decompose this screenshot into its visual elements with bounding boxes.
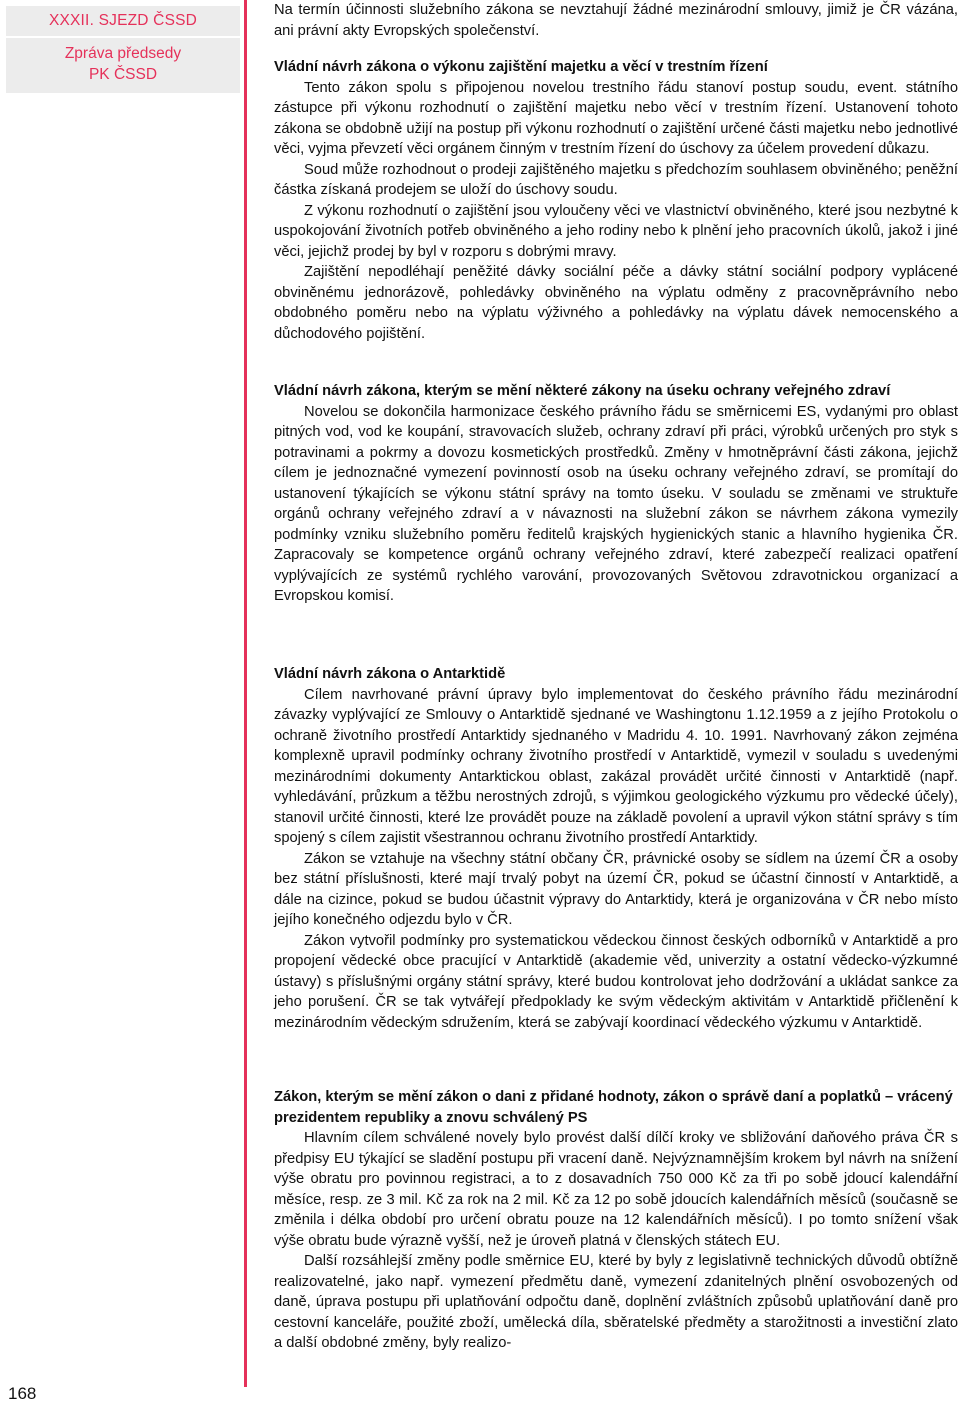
section-paragraph: Novelou se dokončila harmonizace českého právního řádu se směrnicemi ES, vydanými pro oblast pitných vod, vod ke koupání, stravovacích služeb, ochrany zdraví při práci, výrobků určených pro styk s potravinami a pokrmy a dovozu kosmetických prostředků. Změny v hmotněprávní části zákona, jejichž cílem je jednoznačné vymezení povinností osob na úseku ochrany veřejného zdraví, se promítají do ustanovení týkajících se výkonu státní správy na tomto úseku. V souladu se změnami ve struktuře orgánů ochrany veřejného zdraví a v návaznosti na služební zákon se návrhem zákona vymezily podmínky vzniku služebního poměru ředitelů krajských hygienických stanic a hlavního hygienika ČR. Zapracovaly se kompetence orgánů ochrany veřejného zdraví, které zabezpečí realizaci opatření vyplývajících ze systémů rychlého varování, provozovaných Světovou zdravotnickou organizací a Evropskou komisí. [274, 403, 958, 604]
section-paragraph: Tento zákon spolu s připojenou novelou trestního řádu stanoví postup soudu, event. státního zástupce při výkonu rozhodnutí o zajištění majetku nebo věcí v trestním řízení. Ustanovení tohoto zákona se obdobně užijí na postup při výkonu rozhodnutí o zajištění určené části majetku nebo jednotlivé věci, vyjma převzetí věci orgánem činným v trestním řízení do úschovy za účelem provedení důkazu. [274, 79, 958, 157]
section-asset-seizure [274, 57, 958, 344]
intro-paragraph: Na termín účinnosti služebního zákona se nevztahují žádné mezinárodní smlouvy, jimiž je ČR vázána, ani právní akty Evropských společenství. [274, 2, 958, 39]
page-number: 168 [8, 1384, 37, 1403]
sidebar-subtitle [6, 38, 240, 93]
section-heading: Vládní návrh zákona o výkonu zajištění majetku a věcí v trestním řízení [274, 59, 768, 75]
section-heading: Zákon, kterým se mění zákon o dani z přidané hodnoty, zákon o správě daní a poplatků – vrácený prezidentem republiky a znovu schválený PS [274, 1089, 953, 1126]
section-vat-law [274, 1087, 958, 1354]
sidebar-subtitle-line2: PK ČSSD [88, 66, 158, 83]
sidebar-subtitle-line1: Zpráva předsedy [64, 45, 182, 62]
section-paragraph: Hlavním cílem schválené novely bylo provést další dílčí kroky ve sbližování daňového práva ČR s předpisy EU týkající se sladění postupu při vracení daně. Nejvýznamnějším krokem byl návrh na snížení výše obratu pro povinnou registraci, a to z dosavadních 750 000 Kč za tři po sobě jdoucí kalendářní měsíce, resp. ze 3 mil. Kč za rok na 2 mil. Kč za 12 po sobě jdoucích kalendářních měsíců (současně se změnila i délka období pro určení obratu pouze na 12 kalendářních měsíců). I po tomto snížení však výše obratu bude výrazně vyšší, než je úroveň platná v členských státech EU. [274, 1130, 958, 1249]
section-paragraph: Z výkonu rozhodnutí o zajištění jsou vyloučeny věci ve vlastnictví obviněného, které jsou nezbytné k uspokojování životních potřeb obviněného a jeho rodiny nebo k plnění jeho pracovních úkolů, jakož i jiné věci, jejichž prodej by byl v rozporu s dobrými mravy. [274, 202, 958, 260]
section-paragraph: Soud může rozhodnout o prodeji zajištěného majetku s předchozím souhlasem obviněného; peněžní částka získaná prodejem se uloží do úschovy soudu. [274, 161, 959, 198]
section-paragraph: Zajištění nepodléhají peněžité dávky sociální péče a dávky státní sociální podpory vyplácené obviněnému jednorázově, pohledávky obviněného na výplatu odměny z pracovněprávního nebo obdobného poměru nebo na výplatu výživného a pohledávky na výplatu dávek nemocenského a důchodového pojištění. [274, 264, 958, 342]
intro-block [274, 0, 958, 41]
section-heading: Vládní návrh zákona, kterým se mění některé zákony na úseku ochrany veřejného zdraví [274, 383, 891, 399]
sidebar [0, 0, 246, 1405]
section-public-health [274, 381, 958, 607]
section-paragraph: Cílem navrhované právní úpravy bylo implementovat do českého právního řádu mezinárodní závazky vyplývající ze Smlouvy o Antarktidě sjednané ve Washingtonu 1.12.1959 a z jejího Protokolu o ochraně životního prostředí Antarktidy sjednaného v Madridu 4. 10. 1991. Navrhovaný zákon zejména komplexně upravil podmínky ochrany životního prostředí v Antarktidě, vymezil v souladu s uvedenými mezinárodními dokumenty Antarktickou oblast, zakázal provádět určité činnosti v Antarktidě (např. vyhledávání, průzkum a těžbu nerostných zdrojů, s výjimkou geologického výzkumu pro vědecké účely), stanovil určité činnosti, které lze provádět pouze na základě povolení a upravil výkon státní správy s tím spojený s cílem zajistit všestrannou ochranu životního prostředí Antarktidy. [274, 686, 958, 846]
section-paragraph: Další rozsáhlejší změny podle směrnice EU, které by byly z legislativně technických důvodů obtížně realizovatelné, jako např. vymezení předmětu daně, vymezení zdanitelných plnění osvobozených od daně, úprava postupu při uplatňování odpočtu daně, doplnění zvláštních způsobů uplatňování daně pro cestovní kanceláře, použité zboží, umělecká díla, sběratelské předměty a starožitnosti a investiční zlato a další obdobné změny, byly realizo- [274, 1253, 958, 1351]
vertical-divider [244, 0, 247, 1387]
section-paragraph: Zákon vytvořil podmínky pro systematickou vědeckou činnost českých odborníků v Antarktidě a pro propojení vědecké obce pracující v Antarktidě (akademie věd, univerzity a ostatní vědecko-výzkumné ústavy) s příslušnými orgány státní správy, které budou kontrolovat jeho dodržování a ukládat sankce za jeho porušení. ČR se tak vytvářejí předpoklady ke svým vědeckým aktivitám v Antarktidě přičlenění k mezinárodním vědeckým sdružením, která se zabývají koordinací vědeckého výzkumu v Antarktidě. [274, 932, 958, 1031]
section-paragraph: Zákon se vztahuje na všechny státní občany ČR, právnické osoby se sídlem na území ČR a osoby bez státní příslušnosti, které mají trvalý pobyt na území ČR, pokud se účastní činností v Antarktidě, a dále na cizince, pokud se budou účastnit výpravy do Antarktidy, která je organizována v ČR nebo místo jejího konečného odjezdu bylo v ČR. [274, 850, 958, 928]
section-antarctica [274, 664, 958, 1033]
section-heading: Vládní návrh zákona o Antarktidě [274, 666, 506, 682]
sidebar-title: XXXII. SJEZD ČSSD [6, 6, 240, 36]
